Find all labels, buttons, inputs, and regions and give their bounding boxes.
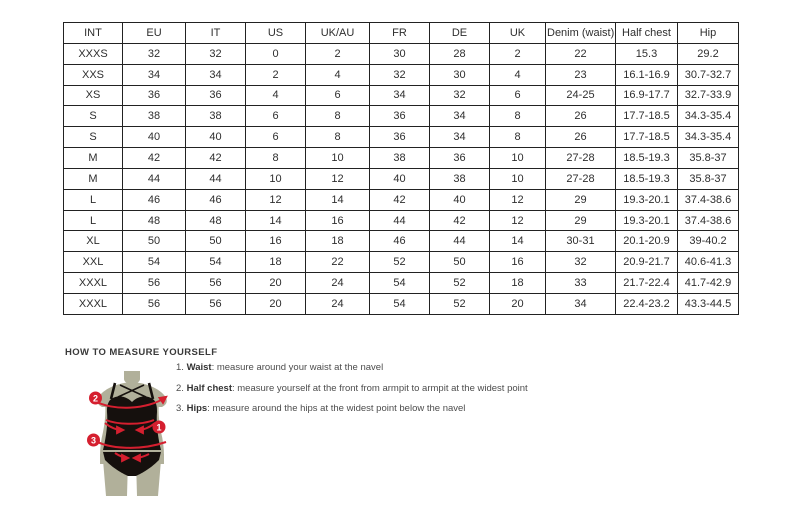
size-value-cell: 8 [306,106,370,127]
size-value-cell: 40.6-41.3 [678,252,739,273]
size-value-cell: 22.4-23.2 [616,293,678,314]
column-header: IT [186,23,246,44]
size-value-cell: 26 [546,106,616,127]
size-label-cell: L [64,210,123,231]
instruction-text: : measure around your waist at the navel [211,362,384,373]
size-value-cell: 42 [186,148,246,169]
size-value-cell: 18 [490,273,546,294]
column-header: Hip [678,23,739,44]
size-value-cell: 36 [370,106,430,127]
size-value-cell: 38 [123,106,186,127]
instruction-label: Half chest [186,382,232,394]
instruction-text: : measure around the hips at the widest point below the navel [207,403,466,414]
instruction-item [176,403,596,414]
measure-section-title: HOW TO MEASURE YOURSELF [65,347,218,358]
size-value-cell: 2 [306,43,370,64]
size-value-cell: 48 [123,210,186,231]
size-value-cell: 10 [490,168,546,189]
size-value-cell: 43.3-44.5 [678,293,739,314]
table-row [64,252,739,273]
size-value-cell: 2 [246,64,306,85]
table-row [64,273,739,294]
size-label-cell: XL [64,231,123,252]
size-value-cell: 52 [370,252,430,273]
size-value-cell: 36 [430,148,490,169]
size-value-cell: 41.7-42.9 [678,273,739,294]
size-value-cell: 18 [306,231,370,252]
size-value-cell: 4 [306,64,370,85]
size-value-cell: 50 [186,231,246,252]
table-row [64,293,739,314]
size-value-cell: 30 [430,64,490,85]
table-row [64,106,739,127]
size-value-cell: 38 [186,106,246,127]
size-value-cell: 56 [186,293,246,314]
size-value-cell: 56 [123,273,186,294]
instruction-text: : measure yourself at the front from armpit to armpit at the widest point [231,382,528,394]
size-value-cell: 20.1-20.9 [616,231,678,252]
size-value-cell: 32.7-33.9 [678,85,739,106]
size-value-cell: 2 [490,43,546,64]
size-value-cell: 40 [123,127,186,148]
measurement-figure [78,370,182,498]
column-header: UK [490,23,546,44]
size-value-cell: 34.3-35.4 [678,127,739,148]
size-value-cell: 34.3-35.4 [678,106,739,127]
instruction-label: Waist [186,362,212,373]
size-value-cell: 36 [123,85,186,106]
size-value-cell: 8 [490,127,546,148]
size-label-cell: S [64,106,123,127]
instruction-number: 3. [176,403,184,414]
size-label-cell: XXXL [64,293,123,314]
size-value-cell: 4 [490,64,546,85]
size-value-cell: 50 [123,231,186,252]
size-label-cell: XXXL [64,273,123,294]
size-value-cell: 52 [430,293,490,314]
size-value-cell: 54 [123,252,186,273]
size-value-cell: 18.5-19.3 [616,168,678,189]
size-value-cell: 17.7-18.5 [616,127,678,148]
size-value-cell: 17.7-18.5 [616,106,678,127]
size-value-cell: 22 [546,43,616,64]
size-value-cell: 37.4-38.6 [678,189,739,210]
size-value-cell: 40 [430,189,490,210]
size-value-cell: 40 [370,168,430,189]
measure-instructions [176,362,596,424]
size-label-cell: XS [64,85,123,106]
size-value-cell: 54 [370,273,430,294]
size-value-cell: 20 [490,293,546,314]
column-header: Denim (waist) [546,23,616,44]
table-row [64,85,739,106]
size-value-cell: 6 [246,106,306,127]
size-value-cell: 14 [306,189,370,210]
size-value-cell: 36 [186,85,246,106]
size-value-cell: 14 [246,210,306,231]
size-value-cell: 44 [186,168,246,189]
size-value-cell: 8 [306,127,370,148]
size-value-cell: 6 [246,127,306,148]
size-label-cell: M [64,148,123,169]
size-value-cell: 30 [370,43,430,64]
size-value-cell: 12 [490,210,546,231]
badge-hips [87,434,100,447]
instruction-number: 1. [176,362,184,373]
size-value-cell: 46 [123,189,186,210]
size-value-cell: 54 [370,293,430,314]
size-table [63,22,739,315]
size-value-cell: 16 [246,231,306,252]
size-value-cell: 20 [246,273,306,294]
table-row [64,189,739,210]
size-value-cell: 8 [246,148,306,169]
table-row [64,64,739,85]
size-value-cell: 12 [490,189,546,210]
size-value-cell: 32 [186,43,246,64]
instruction-number: 2. [176,382,184,394]
size-value-cell: 22 [306,252,370,273]
size-value-cell: 26 [546,127,616,148]
instruction-item [176,362,596,373]
column-header: INT [64,23,123,44]
size-value-cell: 18.5-19.3 [616,148,678,169]
size-value-cell: 36 [370,127,430,148]
size-value-cell: 34 [430,127,490,148]
size-label-cell: XXL [64,252,123,273]
svg-text:3: 3 [90,435,97,446]
svg-text:1: 1 [156,422,162,433]
size-value-cell: 6 [490,85,546,106]
size-value-cell: 28 [430,43,490,64]
size-value-cell: 34 [430,106,490,127]
size-value-cell: 0 [246,43,306,64]
size-value-cell: 6 [306,85,370,106]
size-value-cell: 32 [370,64,430,85]
column-header: FR [370,23,430,44]
size-value-cell: 56 [123,293,186,314]
size-value-cell: 46 [370,231,430,252]
size-value-cell: 8 [490,106,546,127]
size-value-cell: 30-31 [546,231,616,252]
instruction-item [176,383,596,394]
size-value-cell: 33 [546,273,616,294]
size-value-cell: 12 [246,189,306,210]
size-value-cell: 29 [546,189,616,210]
size-value-cell: 12 [306,168,370,189]
size-value-cell: 38 [430,168,490,189]
table-row [64,127,739,148]
size-value-cell: 27-28 [546,148,616,169]
size-value-cell: 24 [306,273,370,294]
size-value-cell: 19.3-20.1 [616,210,678,231]
size-value-cell: 54 [186,252,246,273]
size-value-cell: 16.9-17.7 [616,85,678,106]
size-value-cell: 21.7-22.4 [616,273,678,294]
column-header: Half chest [616,23,678,44]
size-value-cell: 16 [490,252,546,273]
size-value-cell: 42 [430,210,490,231]
size-value-cell: 27-28 [546,168,616,189]
size-value-cell: 18 [246,252,306,273]
size-value-cell: 38 [370,148,430,169]
badge-chest [89,392,102,405]
size-value-cell: 34 [546,293,616,314]
size-value-cell: 32 [123,43,186,64]
size-value-cell: 16.1-16.9 [616,64,678,85]
size-value-cell: 20.9-21.7 [616,252,678,273]
size-value-cell: 34 [370,85,430,106]
size-value-cell: 56 [186,273,246,294]
size-value-cell: 42 [370,189,430,210]
table-row [64,168,739,189]
size-value-cell: 15.3 [616,43,678,64]
size-value-cell: 32 [546,252,616,273]
size-value-cell: 10 [490,148,546,169]
size-value-cell: 35.8-37 [678,168,739,189]
size-value-cell: 34 [186,64,246,85]
size-value-cell: 10 [306,148,370,169]
size-value-cell: 44 [123,168,186,189]
size-value-cell: 14 [490,231,546,252]
size-label-cell: XXXS [64,43,123,64]
size-value-cell: 46 [186,189,246,210]
size-value-cell: 24 [306,293,370,314]
size-value-cell: 44 [370,210,430,231]
column-header: EU [123,23,186,44]
column-header: DE [430,23,490,44]
size-value-cell: 32 [430,85,490,106]
size-value-cell: 52 [430,273,490,294]
size-value-cell: 29 [546,210,616,231]
size-value-cell: 4 [246,85,306,106]
size-value-cell: 24-25 [546,85,616,106]
instruction-label: Hips [186,403,208,414]
size-value-cell: 42 [123,148,186,169]
size-value-cell: 34 [123,64,186,85]
size-value-cell: 40 [186,127,246,148]
size-value-cell: 50 [430,252,490,273]
size-label-cell: M [64,168,123,189]
svg-text:2: 2 [92,393,99,404]
size-value-cell: 29.2 [678,43,739,64]
table-header-row [64,23,739,44]
table-row [64,210,739,231]
size-value-cell: 35.8-37 [678,148,739,169]
size-value-cell: 16 [306,210,370,231]
badge-waist [153,421,166,434]
size-chart-section [63,22,739,315]
table-row [64,43,739,64]
size-value-cell: 19.3-20.1 [616,189,678,210]
column-header: US [246,23,306,44]
table-row [64,148,739,169]
column-header: UK/AU [306,23,370,44]
size-value-cell: 48 [186,210,246,231]
table-row [64,231,739,252]
size-value-cell: 39-40.2 [678,231,739,252]
size-value-cell: 37.4-38.6 [678,210,739,231]
size-label-cell: L [64,189,123,210]
size-label-cell: S [64,127,123,148]
size-label-cell: XXS [64,64,123,85]
size-value-cell: 44 [430,231,490,252]
size-value-cell: 10 [246,168,306,189]
size-value-cell: 30.7-32.7 [678,64,739,85]
mannequin-illustration [78,370,182,498]
size-value-cell: 23 [546,64,616,85]
size-value-cell: 20 [246,293,306,314]
